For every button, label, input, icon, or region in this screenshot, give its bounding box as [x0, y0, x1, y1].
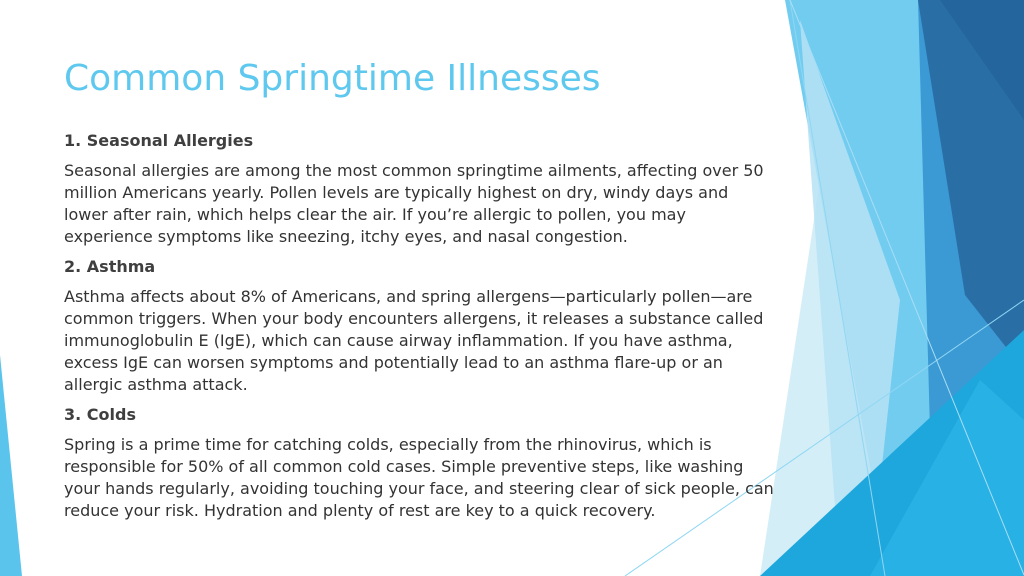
section-heading: 3. Colds [64, 405, 136, 424]
section-body: Asthma affects about 8% of Americans, and spring allergens—particularly pollen—are common triggers. When your body encounters allergens, it releases a substance called immunoglobulin E (IgE), which can cause airway inflammation. If you have asthma, excess IgE can worsen symptoms and potentially lead to an asthma flare-up or an allergic asthma attack. [64, 287, 764, 394]
section-asthma [64, 256, 776, 396]
section-colds [64, 404, 776, 522]
section-body: Spring is a prime time for catching colds, especially from the rhinovirus, which is responsible for 50% of all common cold cases. Simple preventive steps, like washing your hands regularly, avoiding touching your face, and steering clear of sick people, can reduce your risk. Hydration and plenty of rest are key to a quick recovery. [64, 435, 774, 520]
section-heading: 1. Seasonal Allergies [64, 131, 254, 150]
slide-title: Common Springtime Illnesses [64, 58, 601, 99]
section-heading: 2. Asthma [64, 257, 156, 276]
slide-content [64, 130, 776, 530]
section-body: Seasonal allergies are among the most common springtime ailments, affecting over 50 million Americans yearly. Pollen levels are typically highest on dry, windy days and lower after rain, which helps clear the air. If you’re allergic to pollen, you may experience symptoms like sneezing, itchy eyes, and nasal congestion. [64, 161, 764, 246]
left-edge-facet [0, 355, 22, 576]
section-seasonal-allergies [64, 130, 776, 248]
